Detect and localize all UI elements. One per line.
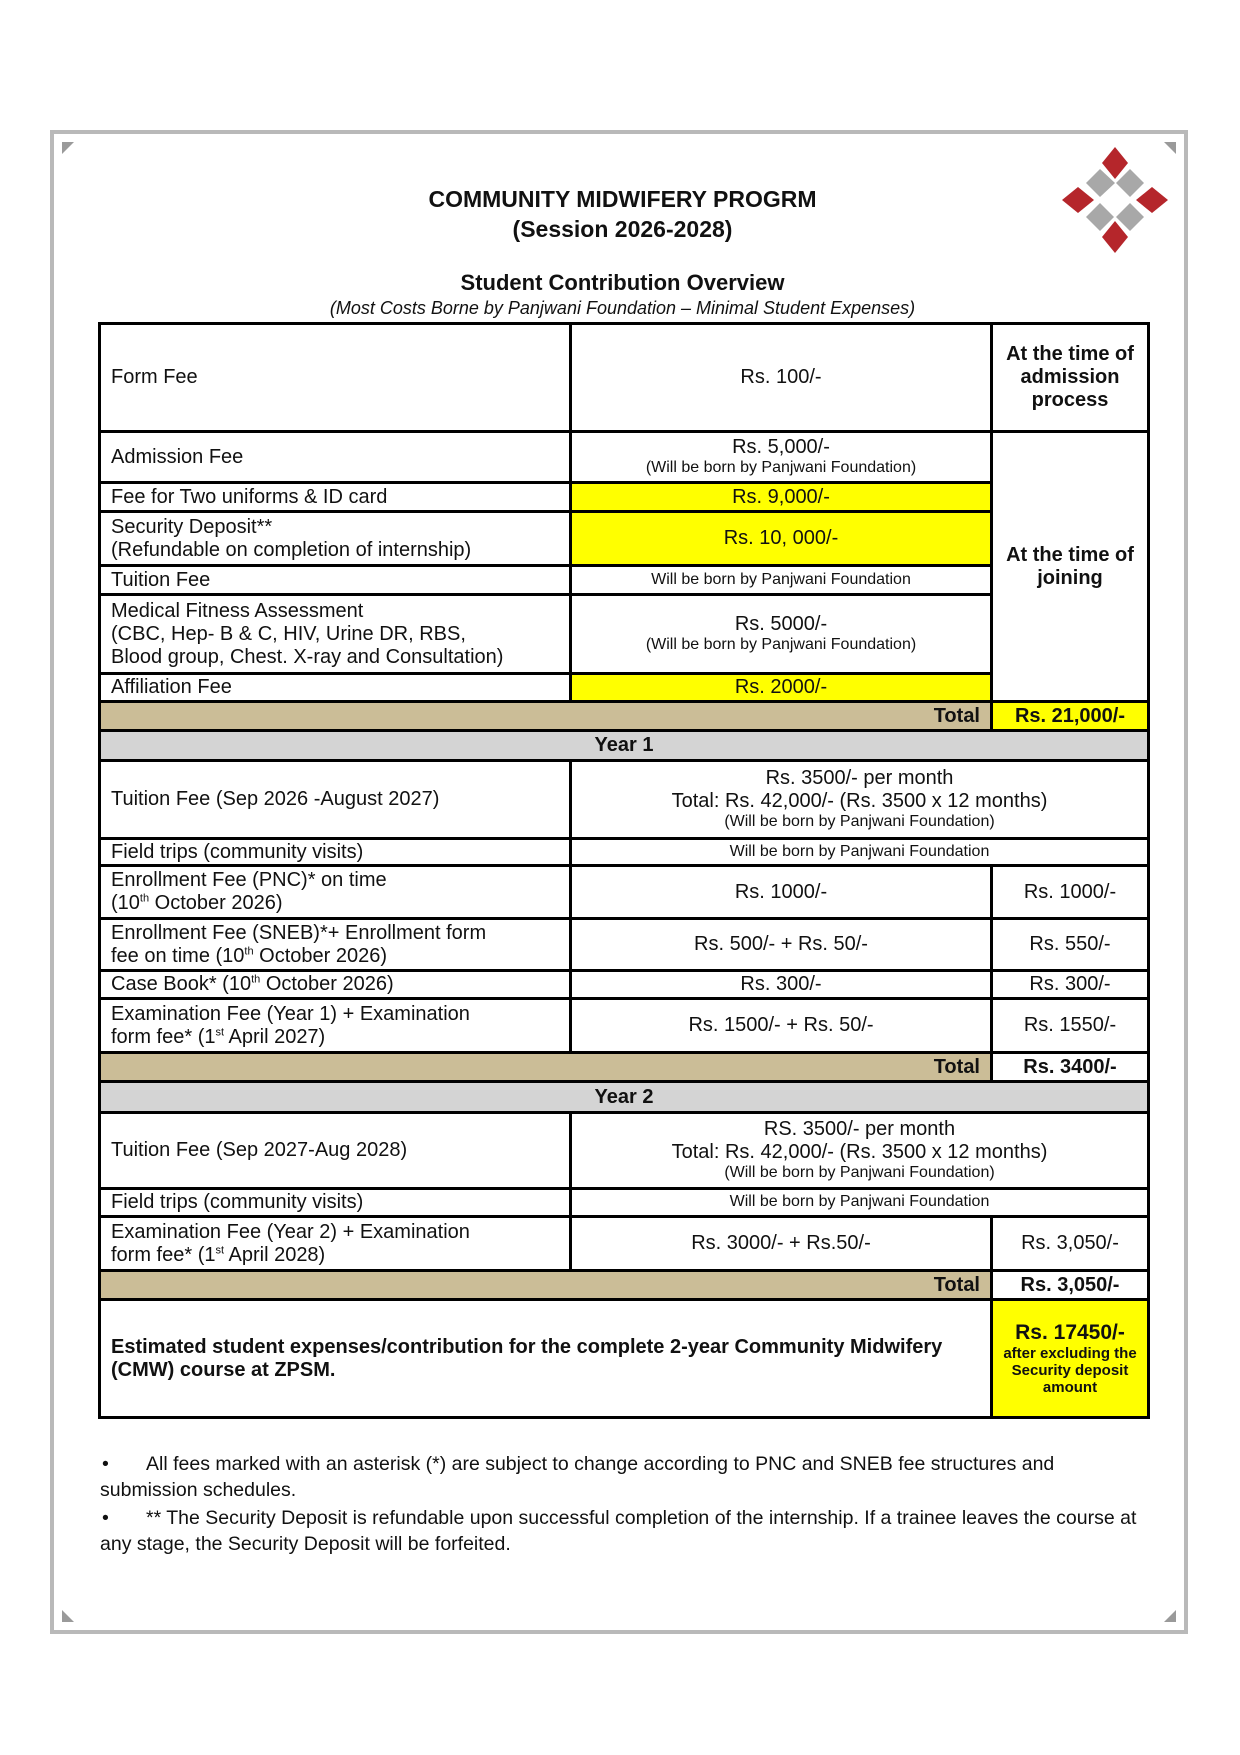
session-title: (Session 2026-2028) (512, 216, 733, 242)
table-row (100, 1113, 1149, 1189)
table-row (100, 595, 1149, 674)
footnote-text: All fees marked with an asterisk (*) are subject to change according to PNC and SNEB fee structures and submission schedules. (100, 1453, 1055, 1501)
fee-label: Field trips (community visits) (100, 839, 571, 866)
fee-label (100, 866, 571, 919)
fee-amount: Will be born by Panjwani Foundation (571, 839, 1149, 866)
table-row (100, 761, 1149, 839)
fee-amount: Rs. 1500/- + Rs. 50/- (571, 999, 992, 1053)
corner-ornament (62, 1610, 74, 1622)
fee-total: Rs. 3,050/- (992, 1217, 1149, 1271)
label-line: fee on time (10th October 2026) (111, 944, 388, 967)
fee-label (100, 999, 571, 1053)
fee-amount: Rs. 10, 000/- (571, 512, 992, 566)
table-row (100, 1217, 1149, 1271)
label-line: Examination Fee (Year 1) + Examination (111, 1002, 470, 1025)
table-row (100, 839, 1149, 866)
total-row (100, 1271, 1149, 1300)
estimate-note: after excluding the Security deposit amount (1003, 1344, 1137, 1397)
estimate-amount: Rs. 17450/- (1015, 1320, 1125, 1344)
total-label: Total (100, 1271, 992, 1300)
total-value: Rs. 21,000/- (992, 702, 1149, 731)
label-line: Medical Fitness Assessment (111, 599, 364, 622)
label-line: Enrollment Fee (SNEB)*+ Enrollment form (111, 921, 487, 944)
amount-line: Rs. 3500/- per month (765, 767, 954, 790)
timing-joining: At the time of joining (992, 432, 1149, 702)
table-row (100, 674, 1149, 702)
fee-amount: Rs. 500/- + Rs. 50/- (571, 919, 992, 971)
section-title: Student Contribution Overview (460, 270, 785, 295)
section-subtitle: (Most Costs Borne by Panjwani Foundation – Minimal Student Expenses) (329, 298, 916, 318)
label-line: Examination Fee (Year 2) + Examination (111, 1220, 470, 1243)
year-heading-row (100, 731, 1149, 761)
total-label: Total (100, 702, 992, 731)
label-line: (CBC, Hep- B & C, HIV, Urine DR, RBS, (111, 622, 466, 645)
total-row (100, 1053, 1149, 1082)
fee-amount (571, 432, 992, 483)
fee-amount (571, 761, 1149, 839)
footnote (100, 1506, 1150, 1558)
fee-amount: Rs. 2000/- (571, 674, 992, 702)
footnote (100, 1452, 1150, 1504)
fee-label (100, 595, 571, 674)
estimate-row (100, 1300, 1149, 1418)
footnote-text: ** The Security Deposit is refundable upon successful completion of the internship. If a trainee leaves the course at any stage, the Security Deposit will be forfeited. (100, 1506, 1137, 1555)
amount-line: Total: Rs. 42,000/- (Rs. 3500 x 12 months) (671, 790, 1048, 813)
fee-label (100, 919, 571, 971)
label-line: form fee* (1st April 2028) (111, 1243, 326, 1266)
total-value: Rs. 3,050/- (992, 1271, 1149, 1300)
label-line: form fee* (1st April 2027) (111, 1025, 326, 1048)
label-line: Enrollment Fee (PNC)* on time (111, 869, 387, 891)
fee-amount (571, 595, 992, 674)
table-row (100, 483, 1149, 512)
fee-label: Tuition Fee (100, 566, 571, 595)
fee-label: Fee for Two uniforms & ID card (100, 483, 571, 512)
year-heading-row (100, 1082, 1149, 1113)
fee-label: Case Book* (10th October 2026) (100, 971, 571, 999)
fee-amount: Rs. 100/- (571, 324, 992, 432)
fee-table (98, 322, 1150, 1419)
fee-label: Tuition Fee (Sep 2026 -August 2027) (100, 761, 571, 839)
sponsor-note: (Will be born by Panjwani Foundation) (645, 459, 917, 477)
fee-label: Tuition Fee (Sep 2027-Aug 2028) (100, 1113, 571, 1189)
label-line: Security Deposit** (111, 515, 273, 538)
fee-total: Rs. 300/- (992, 971, 1149, 999)
table-row (100, 866, 1149, 919)
fee-label: Form Fee (100, 324, 571, 432)
sponsor-note: (Will be born by Panjwani Foundation) (645, 636, 917, 654)
fee-amount: Rs. 300/- (571, 971, 992, 999)
table-row (100, 566, 1149, 595)
label-line: (Refundable on completion of internship) (111, 538, 472, 561)
estimate-value (992, 1300, 1149, 1418)
total-label: Total (100, 1053, 992, 1082)
year-heading: Year 2 (100, 1082, 1149, 1113)
amount-value: Rs. 5,000/- (732, 436, 830, 459)
amount-line: Total: Rs. 42,000/- (Rs. 3500 x 12 months) (671, 1141, 1048, 1164)
fee-label: Affiliation Fee (100, 674, 571, 702)
fee-total: Rs. 550/- (992, 919, 1149, 971)
fee-total: Rs. 1000/- (992, 866, 1149, 919)
table-row (100, 971, 1149, 999)
fee-total: Rs. 1550/- (992, 999, 1149, 1053)
fee-label: Admission Fee (100, 432, 571, 483)
label-line: Blood group, Chest. X-ray and Consultation) (111, 645, 504, 668)
fee-amount: Rs. 1000/- (571, 866, 992, 919)
amount-value: Rs. 5000/- (734, 613, 828, 636)
bullet-icon: • (102, 1506, 109, 1529)
amount-line: RS. 3500/- per month (763, 1118, 956, 1141)
table-row (100, 324, 1149, 432)
fee-label (100, 1217, 571, 1271)
bullet-icon: • (102, 1453, 109, 1475)
fee-amount: Will be born by Panjwani Foundation (571, 566, 992, 595)
estimate-text: Estimated student expenses/contribution for the complete 2-year Community Midwifery (CMW) course at ZPSM. (100, 1300, 992, 1418)
table-row (100, 1189, 1149, 1217)
fee-amount: Will be born by Panjwani Foundation (571, 1189, 1149, 1217)
footnotes (100, 1452, 1150, 1560)
table-row (100, 919, 1149, 971)
fee-label (100, 512, 571, 566)
sponsor-note: (Will be born by Panjwani Foundation) (724, 813, 995, 831)
label-line: (10th October 2026) (111, 892, 283, 914)
table-row (100, 999, 1149, 1053)
page-title: COMMUNITY MIDWIFERY PROGRM (428, 186, 817, 212)
total-value: Rs. 3400/- (992, 1053, 1149, 1082)
table-row (100, 432, 1149, 483)
fee-amount (571, 1113, 1149, 1189)
total-row (100, 702, 1149, 731)
corner-ornament (62, 142, 74, 154)
table-row (100, 512, 1149, 566)
sponsor-note: (Will be born by Panjwani Foundation) (724, 1164, 995, 1182)
fee-label: Field trips (community visits) (100, 1189, 571, 1217)
year-heading: Year 1 (100, 731, 1149, 761)
fee-amount: Rs. 9,000/- (571, 483, 992, 512)
fee-amount: Rs. 3000/- + Rs.50/- (571, 1217, 992, 1271)
timing-admission: At the time of admission process (992, 324, 1149, 432)
corner-ornament (1164, 1610, 1176, 1622)
